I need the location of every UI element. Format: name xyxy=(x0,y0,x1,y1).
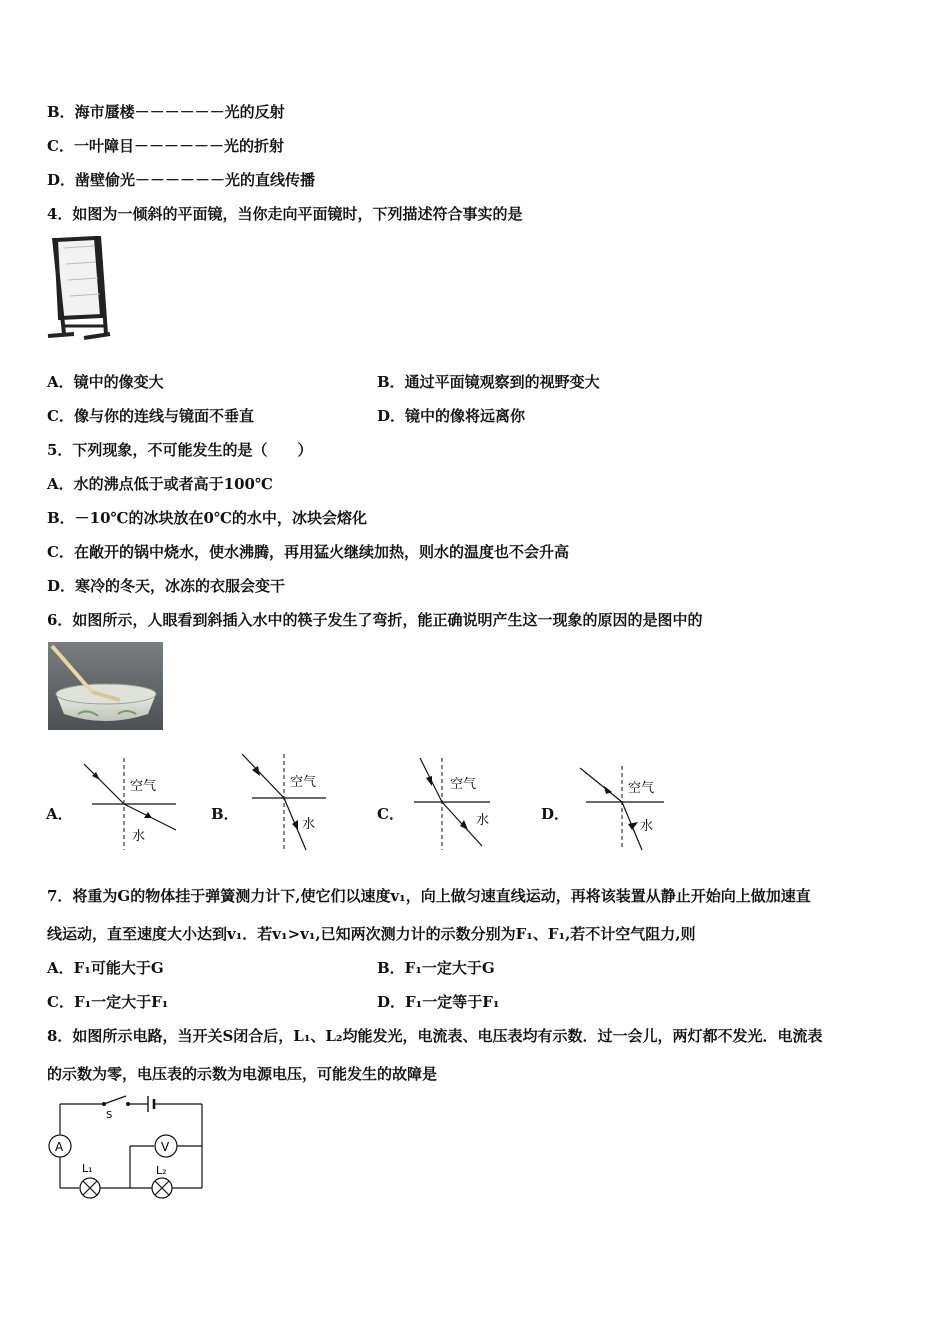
q4-option-c: C．像与你的连线与镜面不垂直 xyxy=(47,407,254,425)
q5-option-c: C．在敞开的锅中烧水，使水沸腾，再用猛火继续加热，则水的温度也不会升高 xyxy=(47,543,569,561)
tilted-mirror-figure xyxy=(44,234,116,346)
q7-stem-line2: 线运动，直至速度大小达到v₁．若v₁>v₁,已知两次测力计的示数分别为F₁、F₁,若不计空气阻力,则 xyxy=(47,925,696,943)
q5-option-a: A．水的沸点低于或者高于100℃ xyxy=(47,475,273,493)
air-label: 空气 xyxy=(130,779,157,794)
q5-option-d: D．寒冷的冬天，冰冻的衣服会变干 xyxy=(47,577,286,595)
q5-stem: 5．下列现象，不可能发生的是（ ） xyxy=(47,441,313,459)
q4-option-a: A．镜中的像变大 xyxy=(47,373,164,391)
q3-option-d: D．凿壁偷光－－－－－－光的直线传播 xyxy=(47,171,316,189)
q4-stem: 4．如图为一倾斜的平面镜，当你走向平面镜时，下列描述符合事实的是 xyxy=(47,205,523,223)
air-label: 空气 xyxy=(628,781,655,796)
q8-stem-line2: 的示数为零，电压表的示数为电源电压，可能发生的故障是 xyxy=(47,1065,438,1083)
q7-option-b: B．F₁一定大于G xyxy=(377,959,495,977)
q6-option-b-label: B． xyxy=(211,805,239,823)
lamp2-label: L₂ xyxy=(156,1164,167,1177)
switch-label: S xyxy=(106,1110,113,1121)
chopstick-bowl-photo xyxy=(48,642,163,730)
refraction-diagram-b xyxy=(236,752,330,852)
water-label: 水 xyxy=(132,829,146,844)
lamp1-label: L₁ xyxy=(82,1162,93,1175)
circuit-diagram xyxy=(44,1094,206,1202)
water-label: 水 xyxy=(302,817,316,832)
q5-option-b: B．－10℃的冰块放在0℃的水中，冰块会熔化 xyxy=(47,509,367,527)
q7-option-d: D．F₁一定等于F₁ xyxy=(377,993,500,1011)
water-label: 水 xyxy=(476,813,490,828)
q4-option-d: D．镜中的像将远离你 xyxy=(377,407,526,425)
q6-option-c-label: C． xyxy=(377,805,404,823)
water-label: 水 xyxy=(640,819,654,834)
q8-stem-line1: 8．如图所示电路，当开关S闭合后，L₁、L₂均能发光，电流表、电压表均有示数．过一会儿，两灯都不发光．电流表 xyxy=(47,1027,823,1045)
q7-option-a: A．F₁可能大于G xyxy=(47,959,164,977)
refraction-diagram-d xyxy=(576,764,668,852)
ammeter-label: A xyxy=(55,1140,64,1154)
voltmeter-label: V xyxy=(161,1140,170,1154)
q6-stem: 6．如图所示，人眼看到斜插入水中的筷子发生了弯折，能正确说明产生这一现象的原因的是图中的 xyxy=(47,611,703,629)
q6-option-d-label: D． xyxy=(541,805,570,823)
air-label: 空气 xyxy=(450,777,477,792)
q6-option-a-label: A． xyxy=(46,805,73,823)
q7-option-c: C．F₁一定大于F₁ xyxy=(47,993,169,1011)
q3-option-b: B．海市蜃楼－－－－－－光的反射 xyxy=(47,103,285,121)
refraction-diagram-c xyxy=(406,756,502,852)
q7-stem-line1: 7．将重为G的物体挂于弹簧测力计下,使它们以速度v₁，向上做匀速直线运动，再将该装置从静止开始向上做加速直 xyxy=(47,887,811,905)
air-label: 空气 xyxy=(290,775,317,790)
refraction-diagram-a xyxy=(78,756,182,852)
q3-option-c: C．一叶障目－－－－－－光的折射 xyxy=(47,137,284,155)
q4-option-b: B．通过平面镜观察到的视野变大 xyxy=(377,373,600,391)
